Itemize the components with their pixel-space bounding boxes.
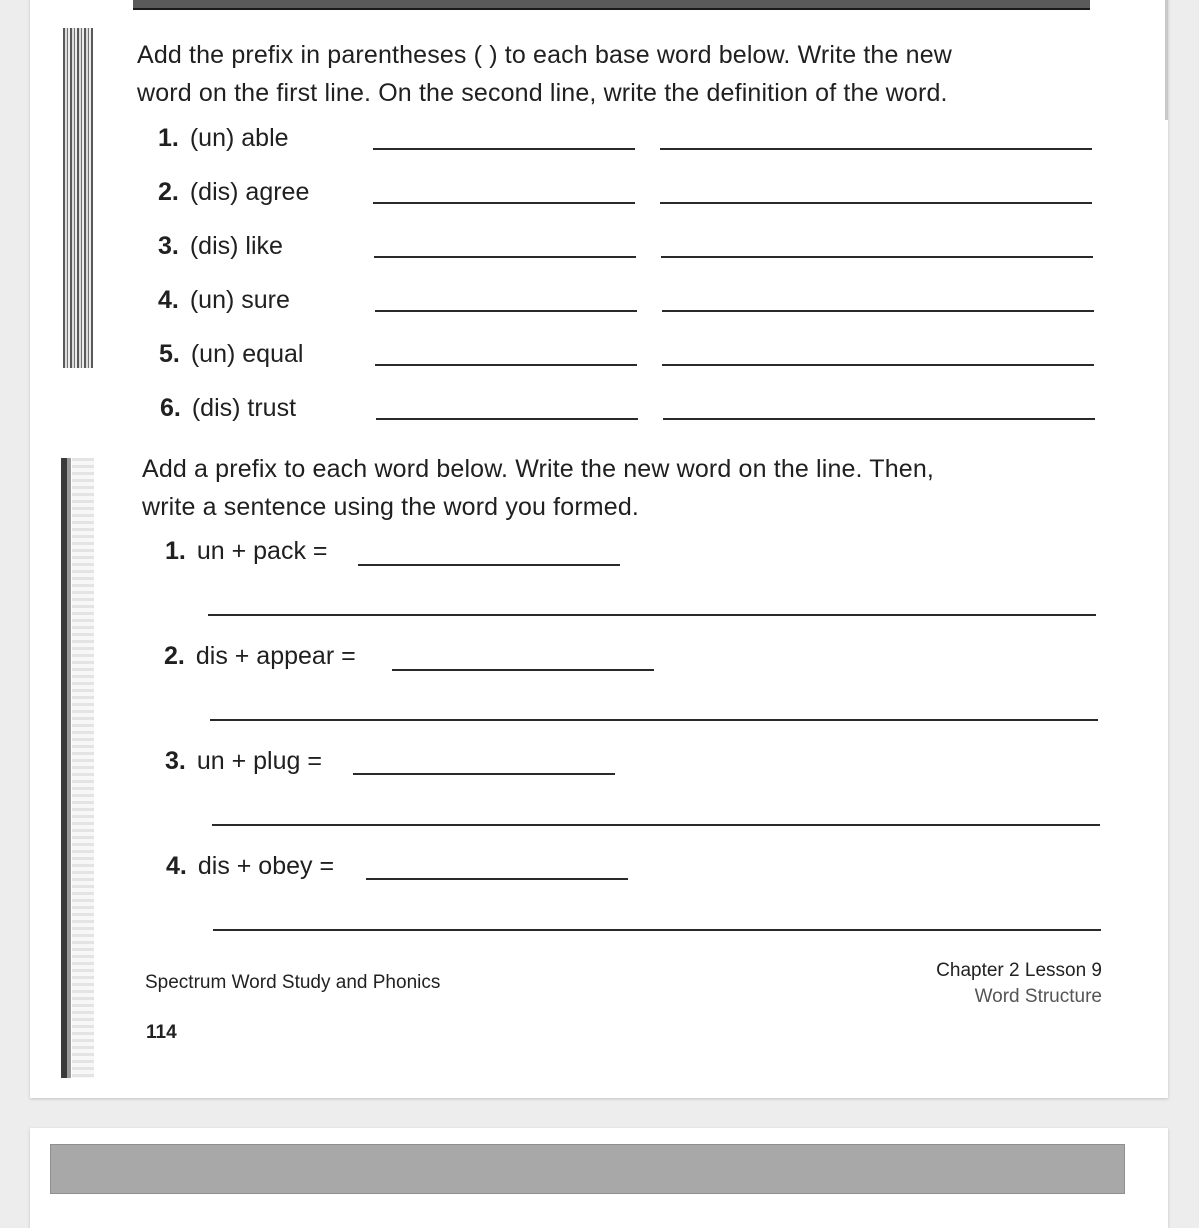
prefix-item (158, 286, 290, 315)
definition-line[interactable] (663, 418, 1095, 420)
item-word: (dis) agree (189, 178, 310, 206)
word-equation (166, 852, 334, 881)
definition-line[interactable] (660, 202, 1092, 204)
item-number: 5. (159, 340, 180, 368)
chapter-lesson: Chapter 2 Lesson 9 (936, 960, 1102, 981)
item-word: (dis) like (189, 232, 283, 260)
scan-edge-artifact (1165, 0, 1168, 120)
item-word: (dis) trust (191, 394, 297, 422)
sentence-line[interactable] (213, 929, 1101, 931)
new-word-line[interactable] (366, 878, 628, 880)
new-word-line[interactable] (358, 564, 620, 566)
item-number: 1. (165, 537, 186, 565)
new-word-line[interactable] (353, 773, 615, 775)
top-border-bar (50, 1144, 1125, 1194)
lesson-info (936, 958, 1102, 1010)
prefix-item (158, 178, 309, 207)
scan-edge-artifact (61, 458, 71, 1078)
sentence-line[interactable] (208, 614, 1096, 616)
new-word-line[interactable] (373, 148, 635, 150)
definition-line[interactable] (662, 364, 1094, 366)
instruction-line: word on the first line. On the second line, write the definition of the word. (137, 79, 948, 107)
equation-text: un + pack = (196, 537, 328, 565)
equation-text: dis + appear = (195, 642, 356, 670)
equation-text: un + plug = (196, 747, 322, 775)
top-border-bar (133, 0, 1090, 10)
equation-text: dis + obey = (197, 852, 335, 880)
worksheet-page (30, 0, 1168, 1098)
new-word-line[interactable] (392, 669, 654, 671)
prefix-item (159, 340, 303, 369)
item-word: (un) able (189, 124, 289, 152)
instruction-line: Add the prefix in parentheses ( ) to each base word below. Write the new (137, 41, 952, 69)
scan-edge-artifact (72, 458, 94, 1078)
item-number: 2. (158, 178, 179, 206)
page-number: 114 (146, 1022, 177, 1043)
next-page-preview (30, 1128, 1168, 1228)
definition-line[interactable] (660, 148, 1092, 150)
word-equation (165, 747, 322, 776)
section1-instructions (137, 36, 952, 112)
new-word-line[interactable] (375, 310, 637, 312)
prefix-item (160, 394, 296, 423)
new-word-line[interactable] (376, 418, 638, 420)
word-equation (164, 642, 356, 671)
prefix-item (158, 124, 289, 153)
lesson-topic: Word Structure (974, 986, 1102, 1007)
item-number: 4. (158, 286, 179, 314)
item-number: 4. (166, 852, 187, 880)
new-word-line[interactable] (375, 364, 637, 366)
item-word: (un) equal (190, 340, 304, 368)
new-word-line[interactable] (373, 202, 635, 204)
section2-instructions (142, 450, 934, 526)
instruction-line: write a sentence using the word you formed. (142, 493, 639, 521)
definition-line[interactable] (661, 256, 1093, 258)
item-number: 1. (158, 124, 179, 152)
item-number: 3. (158, 232, 179, 260)
word-equation (165, 537, 328, 566)
item-number: 3. (165, 747, 186, 775)
item-word: (un) sure (189, 286, 290, 314)
prefix-item (158, 232, 283, 261)
instruction-line: Add a prefix to each word below. Write the new word on the line. Then, (142, 455, 934, 483)
book-title: Spectrum Word Study and Phonics (145, 972, 441, 993)
new-word-line[interactable] (374, 256, 636, 258)
item-number: 6. (160, 394, 181, 422)
sentence-line[interactable] (212, 824, 1100, 826)
scan-edge-artifact (63, 28, 93, 368)
item-number: 2. (164, 642, 185, 670)
definition-line[interactable] (662, 310, 1094, 312)
sentence-line[interactable] (210, 719, 1098, 721)
